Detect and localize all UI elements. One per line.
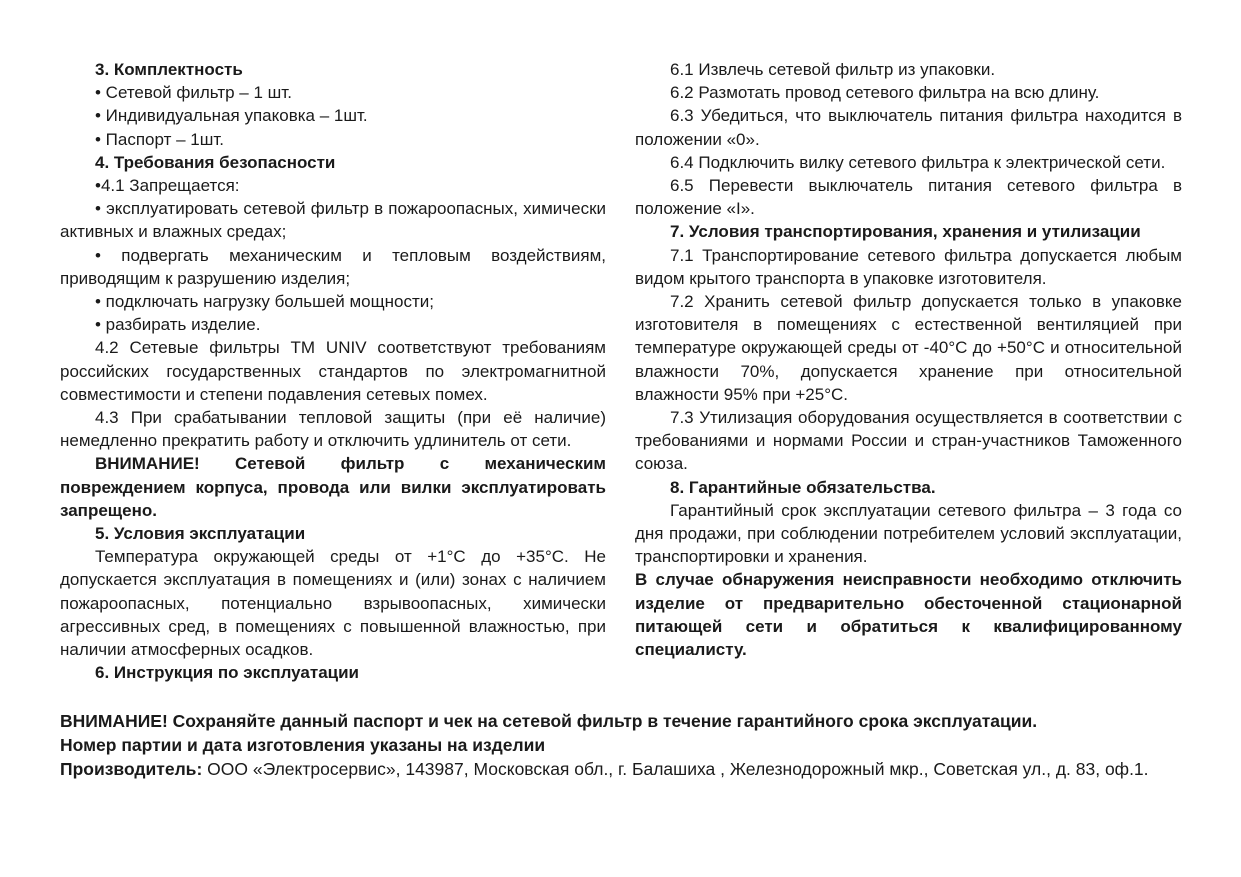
right-column: [635, 58, 1182, 661]
damage-warning: ВНИМАНИЕ! Сетевой фильтр с механическим повреждением корпуса, провода или вилки эксплуатировать запрещено.: [60, 454, 606, 520]
section-4-heading: 4. Требования безопасности: [95, 152, 336, 172]
instruction-step: 6.3 Убедиться, что выключатель питания фильтра находится в положении «0».: [635, 106, 1182, 149]
kit-item-passport: • Паспорт – 1шт.: [95, 129, 224, 149]
manufacturer-text: ООО «Электросервис», 143987, Московская обл., г. Балашиха , Железнодорожный мкр., Советская ул., д. 83, оф.1.: [202, 759, 1149, 779]
malfunction-notice: В случае обнаружения неисправности необходимо отключить изделие от предварительно обесточенной стационарной питающей сети и обратиться к квалифицированному специалисту.: [635, 570, 1182, 660]
section-5-text: Температура окружающей среды от +1°С до +35°С. Не допускается эксплуатация в помещениях и (или) зонах с наличием пожароопасных, потенциально взрывоопасных, химически агрессивных сред, в помещениях с повышенной влажностью, при наличии атмосферных осадков.: [60, 547, 606, 660]
instruction-step: 6.5 Перевести выключатель питания сетевого фильтра в положение «I».: [635, 176, 1182, 219]
kit-item-package: • Индивидуальная упаковка – 1шт.: [95, 106, 368, 126]
instruction-step: 6.2 Размотать провод сетевого фильтра на всю длину.: [670, 83, 1100, 103]
section-4-2: 4.2 Сетевые фильтры ТМ UNIV соответствуют требованиям российских государственных стандартов по электромагнитной совместимости и степени подавления сетевых помех.: [60, 338, 606, 404]
section-7-1: 7.1 Транспортирование сетевого фильтра допускается любым видом крытого транспорта в упаковке изготовителя.: [635, 245, 1182, 288]
section-3-heading: 3. Комплектность: [95, 60, 243, 79]
section-6-heading: 6. Инструкция по эксплуатации: [95, 663, 359, 683]
section-8-text: Гарантийный срок эксплуатации сетевого фильтра – 3 года со дня продажи, при соблюдении потребителем условий эксплуатации, транспортировки и хранения.: [635, 500, 1182, 567]
section-5-heading: 5. Условия эксплуатации: [95, 524, 306, 544]
section-7-3: 7.3 Утилизация оборудования осуществляется в соответствии с требованиями и нормами России и стран-участников Таможенного союза.: [635, 408, 1182, 474]
kit-item-filter: • Сетевой фильтр – 1 шт.: [95, 83, 292, 103]
instruction-step: 6.4 Подключить вилку сетевого фильтра к электрической сети.: [670, 152, 1166, 172]
prohibition-item: • подвергать механическим и тепловым воздействиям, приводящим к разрушению изделия;: [60, 245, 606, 288]
instruction-step: 6.1 Извлечь сетевой фильтр из упаковки.: [670, 60, 996, 79]
section-4-1-intro: •4.1 Запрещается:: [95, 176, 240, 196]
footer-warning: ВНИМАНИЕ! Сохраняйте данный паспорт и чек на сетевой фильтр в течение гарантийного срока эксплуатации.: [60, 711, 1038, 731]
prohibition-item: • разбирать изделие.: [95, 315, 261, 335]
footer: [60, 709, 1210, 781]
section-8-heading: 8. Гарантийные обязательства.: [670, 477, 936, 497]
manufacturer-line: [60, 757, 1210, 781]
section-7-2: 7.2 Хранить сетевой фильтр допускается только в упаковке изготовителя в помещениях с естественной вентиляцией при температуре окружающей среды от -40°С до +50°С и относительной влажности 70%, допускается хранение при относительной влажности 95% при +25°С.: [635, 292, 1182, 404]
section-4-3: 4.3 При срабатывании тепловой защиты (при её наличие) немедленно прекратить работу и отключить удлинитель от сети.: [60, 408, 606, 451]
section-7-heading: 7. Условия транспортирования, хранения и утилизации: [670, 222, 1141, 242]
left-column: [60, 58, 606, 684]
batch-info: Номер партии и дата изготовления указаны на изделии: [60, 735, 546, 755]
prohibition-item: • подключать нагрузку большей мощности;: [95, 292, 434, 312]
manufacturer-label: Производитель:: [60, 759, 203, 779]
prohibition-item: • эксплуатировать сетевой фильтр в пожароопасных, химически активных и влажных средах;: [60, 199, 606, 242]
